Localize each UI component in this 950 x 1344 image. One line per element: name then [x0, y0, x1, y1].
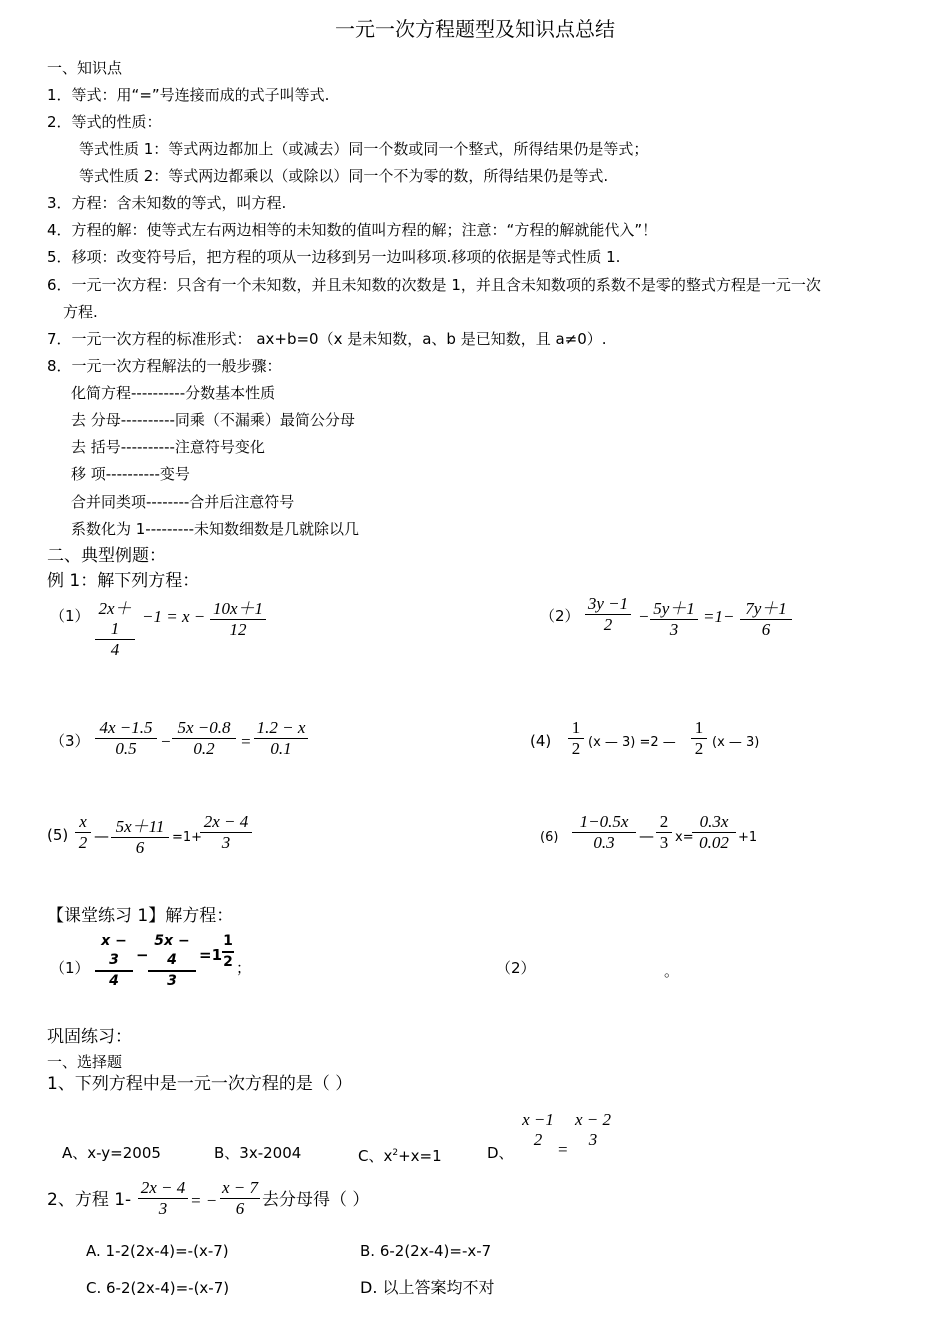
denominator: 0.02 — [692, 832, 736, 853]
numerator: 0.3x — [699, 812, 729, 831]
section-heading: 二、典型例题： — [47, 546, 166, 566]
equation-label: （2） — [496, 959, 536, 977]
option-a: A、x-y=2005 — [62, 1144, 161, 1162]
section-heading: 一、知识点 — [47, 59, 123, 77]
option-a: A. 1-2(2x-4)=-(x-7) — [86, 1242, 229, 1260]
point-2: 2．等式的性质： — [47, 113, 162, 131]
denominator: 3 — [200, 832, 252, 853]
denominator: 0.1 — [254, 738, 308, 759]
equation-operator: − — [136, 946, 149, 964]
denominator: 4 — [95, 970, 133, 991]
step-item: 化简方程----------分数基本性质 — [71, 384, 276, 402]
point-6: 6．一元一次方程：只含有一个未知数，并且未知数的次数是 1，并且含未知数项的系数不是零的整式方程是一元一次 — [47, 276, 821, 294]
numerator: 2 — [659, 812, 669, 831]
denominator: 3 — [656, 832, 672, 853]
numerator: 1 — [223, 933, 233, 949]
denominator: 12 — [210, 619, 266, 640]
denominator: 0.5 — [95, 738, 157, 759]
equation-operator: =1− — [703, 607, 735, 626]
equation-operator: −1 = x − — [142, 607, 206, 626]
numerator: 3y −1 — [587, 594, 629, 613]
point-1: 1．等式：用“=”号连接而成的式子叫等式. — [47, 86, 330, 104]
question-1: 1、下列方程中是一元一次方程的是（ ） — [47, 1074, 353, 1094]
point-5: 5．移项：改变符号后，把方程的项从一边移到另一边叫移项.移项的依据是等式性质 1. — [47, 248, 621, 266]
numerator: x — [79, 812, 87, 831]
point-8: 8．一元一次方程解法的一般步骤： — [47, 357, 282, 375]
option-d: D、 — [487, 1144, 514, 1162]
denominator: 4 — [95, 639, 135, 660]
numerator: 1.2 − x — [256, 718, 306, 737]
equation-operator: = — [240, 732, 252, 751]
numerator: x − 7 — [221, 1178, 259, 1197]
question-2-prefix: 2、方程 1- — [47, 1190, 132, 1210]
equation-label: （2） — [540, 607, 580, 625]
denominator: 3 — [148, 970, 196, 991]
option-c-rest: +x=1 — [398, 1147, 442, 1165]
subsection-heading: 一、选择题 — [47, 1053, 123, 1071]
numerator: x − 3 — [101, 933, 127, 968]
equation-label: (4) — [530, 732, 552, 750]
equation-operator: ； — [236, 959, 252, 977]
denominator: 2 — [585, 614, 631, 635]
equation-operator: − — [160, 732, 172, 751]
equation-operator: =1+ — [172, 830, 203, 845]
numerator: x − 2 — [574, 1110, 612, 1129]
equation-operator: = − — [190, 1191, 218, 1210]
equation-label: （1） — [50, 607, 90, 625]
step-item: 系数化为 1---------未知数细数是几就除以几 — [71, 520, 360, 538]
denominator: 0.3 — [572, 832, 636, 853]
numerator: 1 — [694, 718, 704, 737]
denominator: 0.2 — [172, 738, 236, 759]
option-c-exponent: 2 — [392, 1148, 399, 1158]
practice-heading: 【课堂练习 1】解方程： — [47, 906, 234, 926]
denominator: 6 — [220, 1198, 260, 1219]
denominator: 6 — [740, 619, 792, 640]
numerator: 1−0.5x — [579, 812, 629, 831]
equation-operator: = — [558, 1140, 568, 1159]
point-2b: 等式性质 2：等式两边都乘以（或除以）同一个不为零的数，所得结果仍是等式. — [79, 167, 609, 185]
equation-operator: x= — [675, 830, 694, 845]
point-3: 3．方程：含未知数的等式，叫方程. — [47, 194, 287, 212]
denominator: 2 — [222, 951, 234, 972]
point-7: 7．一元一次方程的标准形式： ax+b=0（x 是未知数，a、b 是已知数，且 a≠0）. — [47, 330, 607, 348]
option-c-text: C、x — [358, 1147, 393, 1165]
page-title: 一元一次方程题型及知识点总结 — [335, 17, 615, 41]
step-item: 去 分母----------同乘（不漏乘）最简公分母 — [71, 411, 355, 429]
option-d: D. 以上答案均不对 — [360, 1278, 495, 1297]
denominator: 3 — [650, 619, 698, 640]
equation-operator: — — [94, 827, 109, 845]
denominator: 3 — [138, 1198, 188, 1219]
step-item: 去 括号----------注意符号变化 — [71, 438, 265, 456]
point-6-cont: 方程. — [63, 303, 98, 321]
equation-operator: =1 — [199, 946, 223, 964]
numerator: 5y＋1 — [653, 599, 695, 618]
numerator: 2x＋1 — [98, 599, 132, 638]
question-2-suffix: 去分母得（ ） — [262, 1190, 370, 1210]
numerator: 10x＋1 — [212, 599, 264, 618]
example-label: 例 1：解下列方程： — [47, 571, 200, 591]
equation-operator: (x — 3) =2 — — [588, 735, 676, 750]
numerator: 2x − 4 — [140, 1178, 186, 1197]
numerator: 5x −0.8 — [177, 718, 231, 737]
numerator: 1 — [571, 718, 581, 737]
equation-operator: 。 — [664, 962, 680, 980]
denominator: 6 — [111, 837, 169, 858]
equation-label: （1） — [50, 959, 90, 977]
equation-operator: +1 — [738, 830, 758, 845]
step-item: 移 项----------变号 — [71, 465, 190, 483]
equation-operator: — — [639, 827, 654, 845]
equation-label: （3） — [50, 732, 90, 750]
numerator: 2x − 4 — [203, 812, 249, 831]
step-item: 合并同类项--------合并后注意符号 — [71, 493, 295, 511]
denominator: 2 — [568, 738, 584, 759]
option-b: B、3x-2004 — [214, 1144, 302, 1162]
point-4: 4．方程的解：使等式左右两边相等的未知数的值叫方程的解；注意：“方程的解就能代入”！ — [47, 221, 658, 239]
section-heading: 巩固练习： — [47, 1027, 132, 1047]
numerator: 5x＋11 — [115, 817, 165, 836]
option-b: B. 6-2(2x-4)=-x-7 — [360, 1242, 492, 1260]
denominator: 2 — [75, 832, 91, 853]
option-c — [358, 1143, 442, 1166]
equation-operator: (x — 3) — [712, 735, 760, 750]
point-2a: 等式性质 1：等式两边都加上（或减去）同一个数或同一个整式，所得结果仍是等式； — [79, 140, 649, 158]
numerator: x −1 — [522, 1110, 554, 1129]
equation-label: (6) — [540, 830, 559, 845]
denominator: 3 — [588, 1130, 598, 1149]
option-c: C. 6-2(2x-4)=-(x-7) — [86, 1279, 230, 1297]
numerator: 4x −1.5 — [99, 718, 153, 737]
numerator: 7y＋1 — [745, 599, 787, 618]
denominator: 2 — [691, 738, 707, 759]
equation-label: (5) — [47, 826, 69, 844]
equation-operator: − — [638, 607, 650, 626]
numerator: 5x − 4 — [154, 933, 190, 968]
denominator: 2 — [533, 1130, 543, 1149]
